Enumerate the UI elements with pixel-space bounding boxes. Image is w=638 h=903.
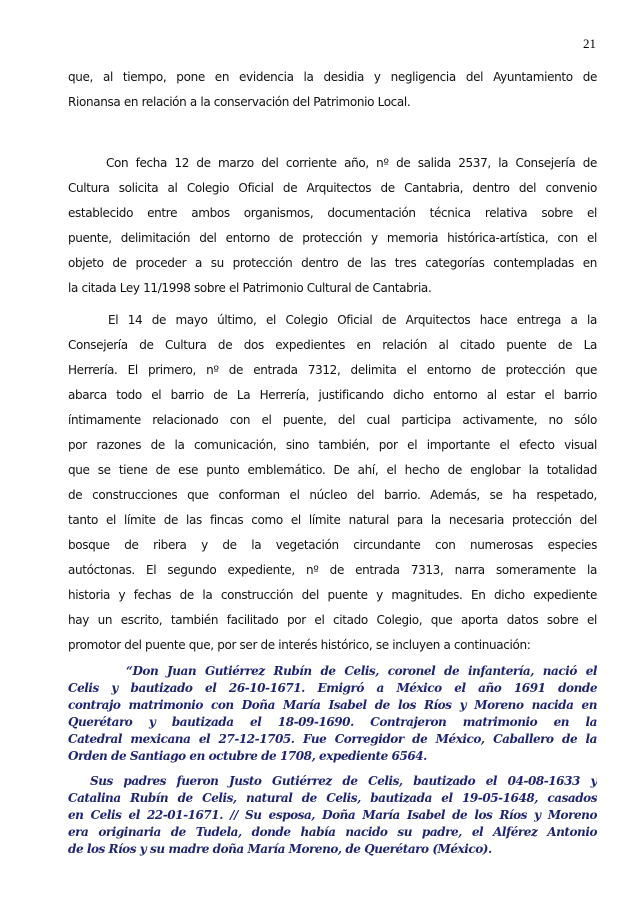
paragraph-line: Cultura solicita al Colegio Oficial de Arquitectos de Cantabria, dentro del convenio	[68, 181, 597, 195]
quote-line: era originaria de Tudela, donde había nacido su padre, el Alférez Antonio	[68, 825, 597, 839]
paragraph-line: tanto el límite de las fincas como el límite natural para la necesaria protección del	[68, 513, 597, 527]
paragraph-line: Herrería. El primero, nº de entrada 7312, delimita el entorno de protección que	[68, 363, 597, 377]
quote-line: “Don Juan Gutiérrez Rubín de Celis, coronel de infantería, nació el	[126, 664, 597, 678]
paragraph-line: hay un escrito, también facilitado por el citado Colegio, que aporta datos sobre el	[68, 613, 597, 627]
quote-line: de los Ríos y su madre doña María Moreno, de Querétaro (México).	[68, 842, 492, 856]
paragraph-line: Con fecha 12 de marzo del corriente año, nº de salida 2537, la Consejería de	[106, 156, 597, 170]
quote-line: Catalina Rubín de Celis, natural de Celis, bautizada el 19-05-1648, casados	[68, 791, 597, 805]
paragraph-line: El 14 de mayo último, el Colegio Oficial de Arquitectos hace entrega a la	[108, 313, 597, 327]
paragraph-line: que se tiene de ese punto emblemático. De ahí, el hecho de englobar la totalidad	[68, 463, 597, 477]
paragraph-line: establecido entre ambos organismos, documentación técnica relativa sobre el	[68, 206, 597, 220]
quote-line: Celis y bautizado el 26-10-1671. Emigró a México el año 1691 donde	[68, 681, 597, 695]
paragraph-line: de construcciones que conforman el núcleo del barrio. Además, se ha respetado,	[68, 488, 597, 502]
quote-line: contrajo matrimonio con Doña María Isabel de los Ríos y Moreno nacida en	[68, 698, 597, 712]
page-number: 21	[583, 36, 596, 51]
paragraph-line: Consejería de Cultura de dos expedientes en relación al citado puente de La	[68, 338, 597, 352]
paragraph-line: por razones de la comunicación, sino también, por el importante el efecto visual	[68, 438, 597, 452]
paragraph-line: la citada Ley 11/1998 sobre el Patrimonio Cultural de Cantabria.	[68, 281, 432, 295]
quote-line: Catedral mexicana el 27-12-1705. Fue Corregidor de México, Caballero de la	[68, 732, 597, 746]
paragraph-line: bosque de ribera y de la vegetación circundante con numerosas especies	[68, 538, 597, 552]
paragraph-line: objeto de proceder a su protección dentro de las tres categorías contempladas en	[68, 256, 597, 270]
quote-line: Querétaro y bautizada el 18-09-1690. Contrajeron matrimonio en la	[68, 715, 597, 729]
paragraph-line: Rionansa en relación a la conservación del Patrimonio Local.	[68, 95, 411, 109]
quote-line: Sus padres fueron Justo Gutiérrez de Celis, bautizado el 04-08-1633 y	[90, 774, 597, 788]
paragraph-line: que, al tiempo, pone en evidencia la desidia y negligencia del Ayuntamiento de	[68, 70, 597, 84]
quote-line: en Celis el 22-01-1671. // Su esposa, Doña María Isabel de los Ríos y Moreno	[68, 808, 597, 822]
paragraph-line: autóctonas. El segundo expediente, nº de entrada 7313, narra someramente la	[68, 563, 597, 577]
paragraph-line: íntimamente relacionado con el puente, del cual participa activamente, no sólo	[68, 413, 597, 427]
quote-line: Orden de Santiago en octubre de 1708, expediente 6564.	[68, 749, 427, 763]
paragraph-line: historia y fechas de la construcción del puente y magnitudes. En dicho expediente	[68, 588, 597, 602]
paragraph-line: puente, delimitación del entorno de protección y memoria histórica-artística, con el	[68, 231, 597, 245]
paragraph-line: promotor del puente que, por ser de interés histórico, se incluyen a continuación:	[68, 638, 531, 652]
paragraph-line: abarca todo el barrio de La Herrería, justificando dicho entorno al estar el barrio	[68, 388, 597, 402]
